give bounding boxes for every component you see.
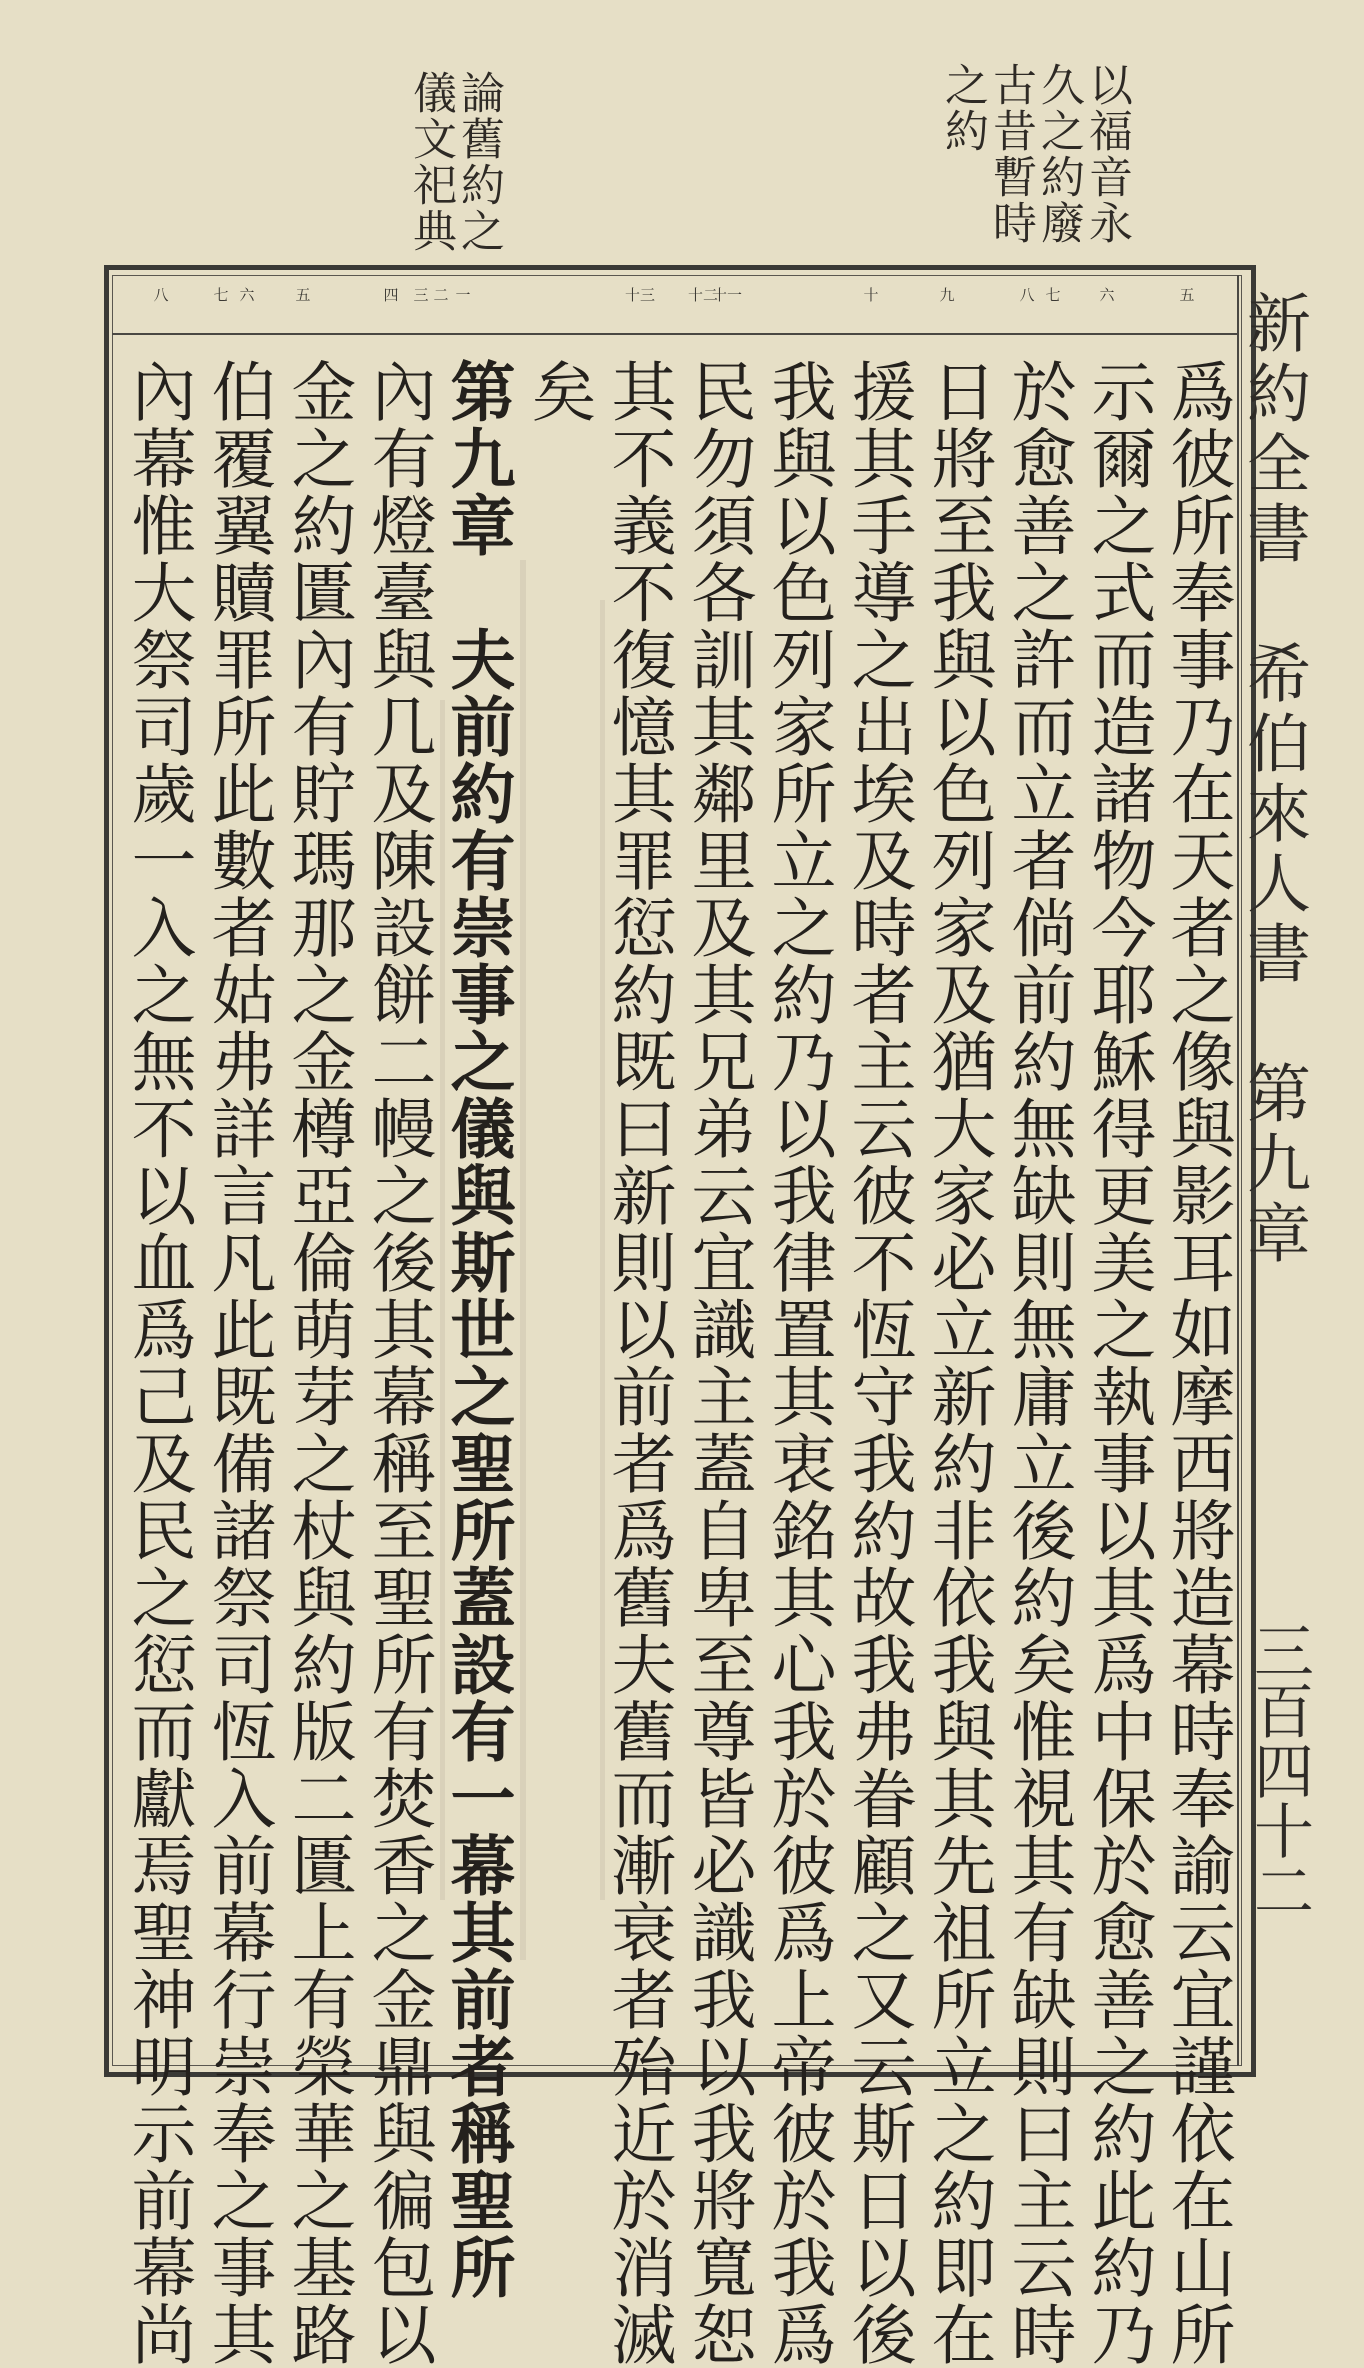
gloss-number: 十二 bbox=[687, 286, 718, 304]
headnote-line: 論舊約之 bbox=[453, 70, 504, 254]
gloss-number: 六 bbox=[239, 286, 255, 304]
gloss-number: 九 bbox=[939, 286, 955, 304]
gloss-number: 八 bbox=[153, 286, 169, 304]
gloss-number: 六 bbox=[1099, 286, 1115, 304]
page-number: 三百四十二 bbox=[1244, 1620, 1314, 1920]
text-column: 爲彼所奉事乃在天者之像與影耳如摩西將造幕時奉諭云宜謹依在山所 bbox=[1159, 358, 1234, 2368]
text-column: 我與以色列家所立之約乃以我律置其衷銘其心我於彼爲上帝彼於我爲 bbox=[760, 358, 835, 2368]
text-column: 內有燈臺與几及陳設餅二幔之後其幕稱至聖所有焚香之金鼎與徧包以 bbox=[360, 358, 435, 2368]
headnote-line: 古昔暫時 bbox=[985, 62, 1036, 246]
gloss-number: 七 bbox=[1045, 286, 1061, 304]
text-column: 矣 bbox=[520, 358, 595, 425]
text-column: 日將至我與以色列家及猶大家必立新約非依我與其先祖所立之約即在 bbox=[920, 358, 995, 2368]
text-column: 金之約匱內有貯瑪那之金樽亞倫萌芽之杖與約版二匱上有榮華之基路 bbox=[280, 358, 355, 2368]
gloss-band bbox=[112, 275, 1237, 335]
text-column: 援其手導之出埃及時者主云彼不恆守我約故我弗眷顧之又云斯日以後 bbox=[840, 358, 915, 2368]
headnote-line: 以福音永 bbox=[1081, 62, 1132, 246]
gloss-number: 四 bbox=[383, 286, 399, 304]
text-column: 伯覆翼贖罪所此數者姑弗詳言凡此既備諸祭司恆入前幕行崇奉之事其 bbox=[200, 358, 275, 2368]
gloss-number: 三 bbox=[413, 286, 429, 304]
gloss-number: 五 bbox=[1179, 286, 1195, 304]
text-column: 示爾之式而造諸物今耶穌得更美之執事以其爲中保於愈善之約此約乃 bbox=[1080, 358, 1155, 2368]
headnote-line: 儀文祀典 bbox=[405, 70, 456, 254]
gloss-number: 十 bbox=[863, 286, 879, 304]
gloss-number: 一 bbox=[455, 286, 471, 304]
text-column: 其不義不復憶其罪愆約既曰新則以前者爲舊夫舊而漸衰者殆近於消滅 bbox=[600, 358, 675, 2368]
gloss-number: 七 bbox=[213, 286, 229, 304]
text-column: 內幕惟大祭司歲一入之無不以血爲己及民之愆而獻焉聖神明示前幕尚 bbox=[120, 358, 195, 2368]
gloss-number: 十三 bbox=[624, 286, 655, 304]
chapter-heading-column: 第九章 夫前約有崇事之儀與斯世之聖所蓋設有一幕其前者稱聖所 bbox=[439, 358, 515, 2301]
headnote-line: 之約 bbox=[937, 62, 988, 154]
gloss-number: 二 bbox=[433, 286, 449, 304]
headnote-line: 久之約廢 bbox=[1033, 62, 1084, 246]
gloss-number: 五 bbox=[295, 286, 311, 304]
running-head: 新約全書 希伯來人書 第九章 bbox=[1236, 290, 1310, 1270]
text-column: 民勿須各訓其鄰里及其兄弟云宜識主蓋自卑至尊皆必識我以我將寬恕 bbox=[680, 358, 755, 2368]
gloss-number: 八 bbox=[1019, 286, 1035, 304]
gloss-number: 十一 bbox=[711, 286, 742, 304]
text-column: 於愈善之許而立者倘前約無缺則無庸立後約矣惟視其有缺則曰主云時 bbox=[1000, 358, 1075, 2368]
